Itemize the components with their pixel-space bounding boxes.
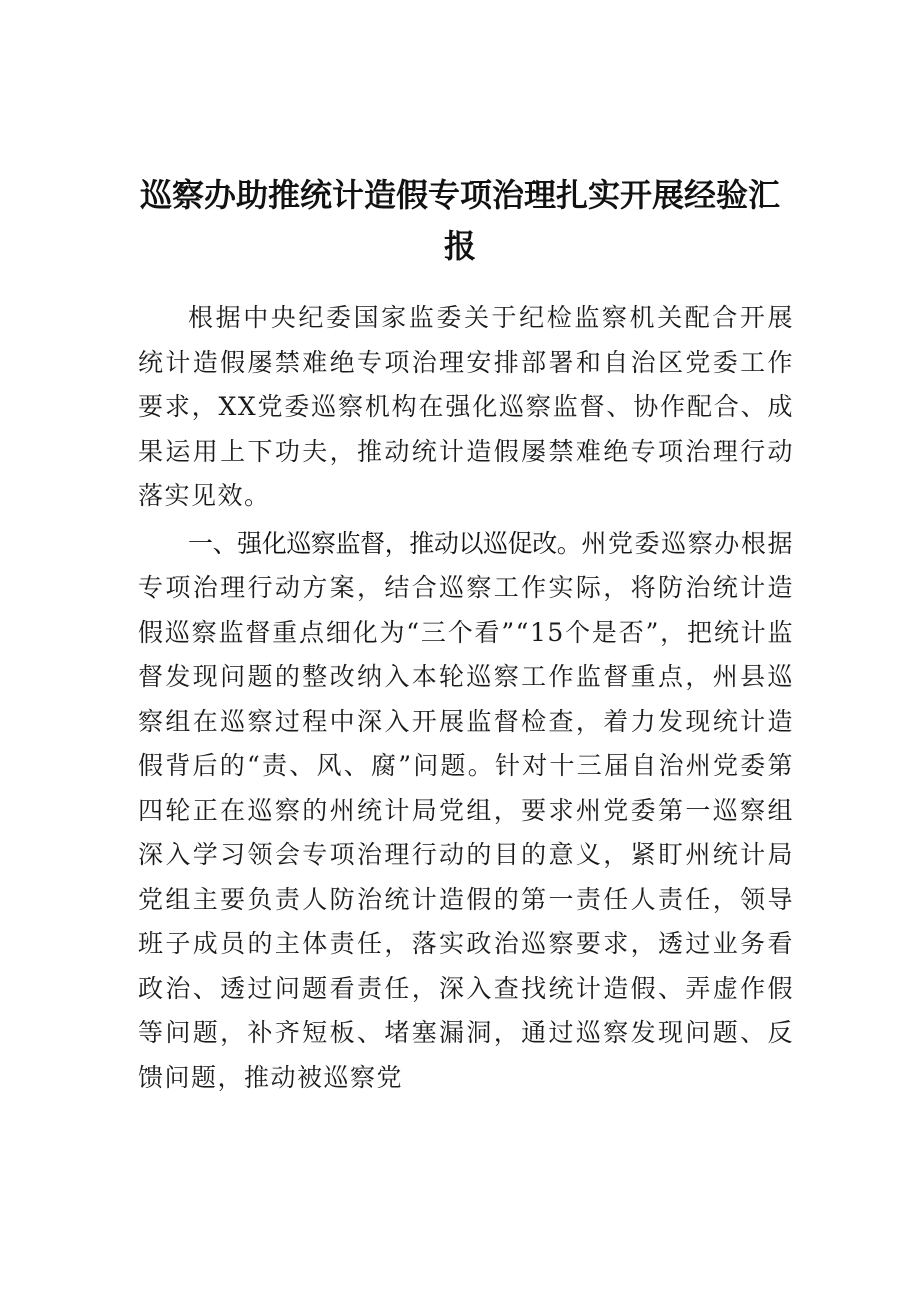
paragraph-text: 州党委巡察办根据专项治理行动方案，结合巡察工作实际，将防治统计造假巡察监督重点细化为“三个看”“15个是否”，把统计监督发现问题的整改纳入本轮巡察工作监督重点，州县巡察组在巡察过程中深入开展监督检查，着力发现统计造假背后的“责、风、腐”问题。针对十三届自治州党委第四轮正在巡察的州统计局党组，要求州党委第一巡察组深入学习领会专项治理行动的目的意义，紧盯州统计局党组主要负责人防治统计造假的第一责任人责任，领导班子成员的主体责任，落实政治巡察要求，透过业务看政治、透过问题看责任，深入查找统计造假、弄虚作假等问题，补齐短板、堵塞漏洞，通过巡察发现问题、反馈问题，推动被巡察党 (138, 528, 794, 1092)
paragraph-intro (138, 296, 794, 519)
document-title: 巡察办助推统计造假专项治理扎实开展经验汇报 (139, 176, 780, 265)
paragraph-text: 根据中央纪委国家监委关于纪检监察机关配合开展统计造假屡禁难绝专项治理安排部署和自治区党委工作要求，XX党委巡察机构在强化巡察监督、协作配合、成果运用上下功夫，推动统计造假屡禁难绝专项治理行动落实见效。 (138, 303, 794, 510)
document-body (138, 296, 794, 1103)
section-heading: 一、强化巡察监督，推动以巡促改。 (188, 528, 582, 558)
paragraph-section-one (138, 522, 794, 1101)
